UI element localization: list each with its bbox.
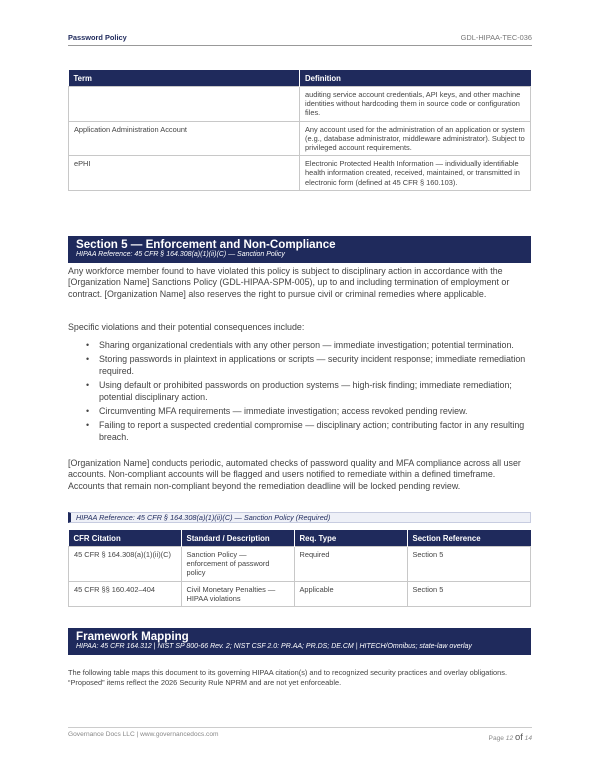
section-title: Framework Mapping bbox=[76, 630, 189, 643]
list-item: • Sharing organizational credentials with any other person — immediate investigation; potential termination. bbox=[84, 340, 529, 351]
section-title: Section 5 — Enforcement and Non-Compliance bbox=[76, 238, 336, 251]
document-id: GDL-HIPAA-TEC-036 bbox=[460, 33, 532, 42]
column-header-standard: Standard / Description bbox=[181, 530, 294, 547]
hipaa-reference-callout: HIPAA Reference: 45 CFR § 164.308(a)(1)(ii)(C) — Sanction Policy (Required) bbox=[68, 512, 531, 523]
document-title: Password Policy bbox=[68, 33, 127, 42]
header-divider bbox=[68, 45, 532, 46]
list-item: • Storing passwords in plaintext in applications or scripts — security incident response; immediate remediation required. bbox=[84, 354, 529, 377]
table-row bbox=[69, 547, 531, 582]
section-5-paragraph-1: Any workforce member found to have violated this policy is subject to disciplinary action in accordance with the [Organization Name] Sanctions Policy (GDL-HIPAA-SPM-005), up to and including termination of employment or contract. [Organization Name] also reserves the right to pursue civil or criminal remedies where applicable. bbox=[68, 266, 510, 299]
page-number: Page 12 of 14 bbox=[488, 731, 532, 742]
column-header-definition: Definition bbox=[300, 70, 531, 87]
req-type-cell: Applicable bbox=[294, 581, 407, 606]
column-header-term: Term bbox=[69, 70, 300, 87]
violations-list bbox=[84, 340, 529, 446]
definition-cell: Electronic Protected Health Information — individually identifiable health information created, received, maintained, or transmitted in electronic form (defined at 45 CFR § 160.103). bbox=[300, 156, 531, 191]
req-type-cell: Required bbox=[294, 547, 407, 582]
definitions-table bbox=[68, 70, 531, 191]
section-reference-cell: Section 5 bbox=[407, 581, 531, 606]
cfr-citation-table bbox=[68, 530, 531, 607]
table-row bbox=[69, 87, 531, 122]
table-header-row bbox=[69, 530, 531, 547]
section-reference: HIPAA: 45 CFR 164.312 | NIST SP 800-66 Rev. 2; NIST CSF 2.0: PR.AA; PR.DS; DE.CM | HITECH/Omnibus; state-law overlay bbox=[76, 643, 472, 650]
term-cell: Application Administration Account bbox=[69, 121, 300, 156]
term-cell bbox=[69, 87, 300, 122]
table-row bbox=[69, 121, 531, 156]
framework-mapping-heading bbox=[68, 628, 531, 655]
section-reference: HIPAA Reference: 45 CFR § 164.308(a)(1)(ii)(C) — Sanction Policy bbox=[76, 251, 285, 258]
list-item: • Failing to report a suspected credential compromise — disciplinary action; contributing factor in any resulting breach. bbox=[84, 420, 529, 443]
column-header-section-reference: Section Reference bbox=[407, 530, 531, 547]
section-5-heading bbox=[68, 236, 531, 263]
definition-cell: Any account used for the administration of an application or system (e.g., database administrator, middleware administrator). Subject to privileged account requirements. bbox=[300, 121, 531, 156]
cfr-citation-cell: 45 CFR § 164.308(a)(1)(ii)(C) bbox=[69, 547, 182, 582]
section-5-paragraph-2: Specific violations and their potential consequences include: bbox=[68, 322, 305, 332]
table-row bbox=[69, 156, 531, 191]
section-reference-cell: Section 5 bbox=[407, 547, 531, 582]
standard-cell: Civil Monetary Penalties — HIPAA violations bbox=[181, 581, 294, 606]
section-5-paragraph-3: [Organization Name] conducts periodic, automated checks of password quality and MFA compliance across all user accounts. Non-compliant accounts will be flagged and users notified to remediate within a defined timeframe. Accounts that remain non-compliant beyond the remediation deadline will be locked pending review. bbox=[68, 458, 521, 491]
column-header-cfr-citation: CFR Citation bbox=[69, 530, 182, 547]
standard-cell: Sanction Policy — enforcement of password policy bbox=[181, 547, 294, 582]
definition-cell: auditing service account credentials, API keys, and other machine identities without hardcoding them in source code or configuration files. bbox=[300, 87, 531, 122]
footer-company: Governance Docs LLC | www.governancedocs.com bbox=[68, 731, 219, 738]
term-cell: ePHI bbox=[69, 156, 300, 191]
list-item: • Circumventing MFA requirements — immediate investigation; access revoked pending review. bbox=[84, 406, 529, 417]
page-footer bbox=[68, 731, 532, 742]
table-row bbox=[69, 581, 531, 606]
framework-mapping-intro: The following table maps this document to its governing HIPAA citation(s) and to recognized security practices and overlay obligations. “Proposed” items reflect the 2026 Security Rule NPRM and are not yet enforceable. bbox=[68, 668, 508, 687]
column-header-req-type: Req. Type bbox=[294, 530, 407, 547]
footer-divider bbox=[68, 727, 532, 728]
cfr-citation-cell: 45 CFR §§ 160.402–404 bbox=[69, 581, 182, 606]
page-header bbox=[68, 33, 532, 45]
list-item: • Using default or prohibited passwords on production systems — high-risk finding; immediate remediation; potential disciplinary action. bbox=[84, 380, 529, 403]
table-header-row bbox=[69, 70, 531, 87]
